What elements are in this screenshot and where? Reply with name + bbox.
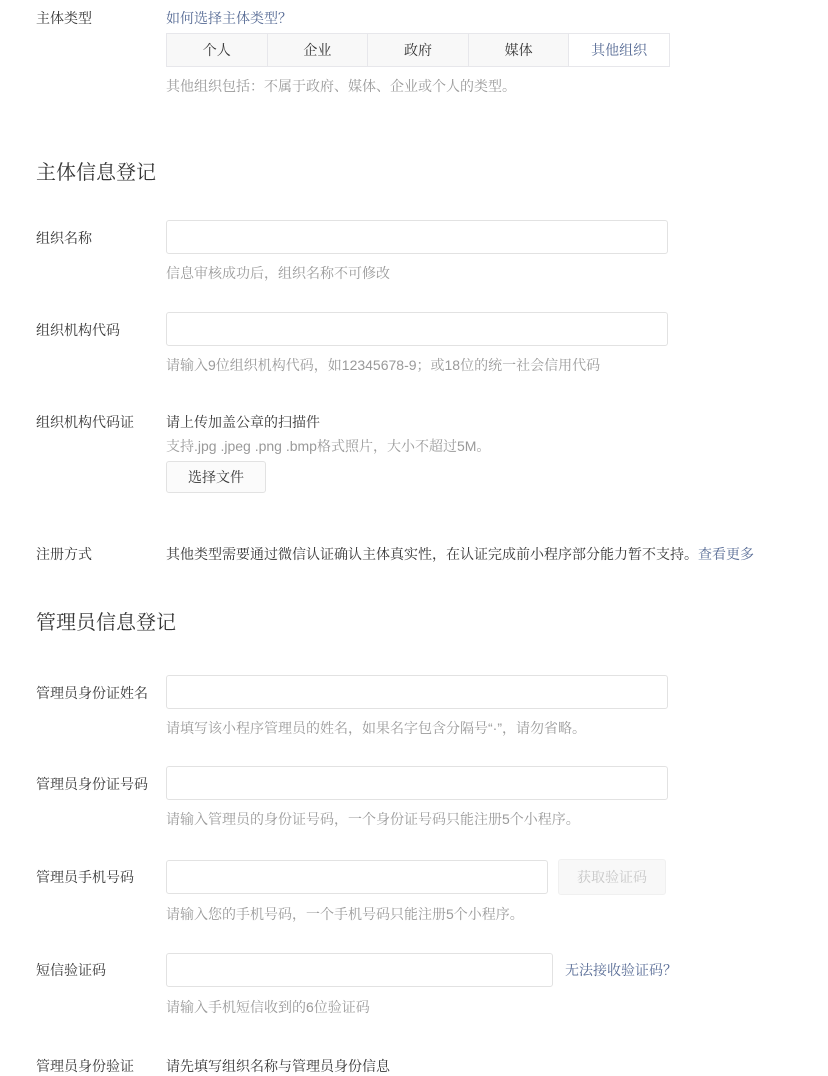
tab-government[interactable]: 政府 [368,34,469,66]
admin-name-label: 管理员身份证姓名 [36,685,148,701]
admin-identity-verify-label: 管理员身份验证 [36,1058,134,1074]
org-name-input[interactable] [166,220,668,254]
admin-phone-row [0,859,828,924]
admin-info-section-title: 管理员信息登记 [36,612,176,634]
org-cert-instruction: 请上传加盖公章的扫描件 [166,414,320,430]
subject-type-tabs [166,33,670,67]
registration-method-text [166,544,828,564]
cannot-receive-code-link[interactable]: 无法接收验证码？ [565,962,677,978]
tab-enterprise[interactable]: 企业 [268,34,369,66]
org-cert-format-note: 支持.jpg .jpeg .png .bmp格式照片，大小不超过5M。 [166,438,491,454]
org-cert-label: 组织机构代码证 [36,414,134,430]
subject-type-label: 主体类型 [36,10,92,26]
admin-identity-verify-row [0,1056,828,1076]
admin-name-helper: 请填写该小程序管理员的姓名，如果名字包含分隔号“·”，请勿省略。 [166,720,586,736]
admin-identity-verify-text: 请先填写组织名称与管理员身份信息 [166,1058,390,1074]
org-code-input[interactable] [166,312,668,346]
admin-phone-input[interactable] [166,860,548,894]
tab-personal[interactable]: 个人 [167,34,268,66]
subject-type-description: 其他组织包括：不属于政府、媒体、企业或个人的类型。 [166,78,516,94]
subject-info-section-title: 主体信息登记 [36,162,156,184]
subject-type-row [0,8,828,96]
sms-code-label: 短信验证码 [36,962,106,978]
sms-code-helper: 请输入手机短信收到的6位验证码 [166,999,370,1015]
admin-phone-label: 管理员手机号码 [36,869,134,885]
sms-code-input[interactable] [166,953,553,987]
get-verification-code-button[interactable]: 获取验证码 [558,859,666,895]
registration-method-description: 其他类型需要通过微信认证确认主体真实性，在认证完成前小程序部分能力暂不支持。 [166,546,698,562]
org-name-row [0,220,828,283]
org-code-label: 组织机构代码 [36,322,120,338]
sms-code-row [0,952,828,1017]
org-name-helper: 信息审核成功后，组织名称不可修改 [166,265,390,281]
org-name-label: 组织名称 [36,230,92,246]
admin-id-label: 管理员身份证号码 [36,776,148,792]
admin-id-input[interactable] [166,766,668,800]
registration-method-row [0,544,828,564]
tab-media[interactable]: 媒体 [469,34,570,66]
org-code-helper: 请输入9位组织机构代码，如12345678-9；或18位的统一社会信用代码 [166,357,601,373]
tab-other-organization[interactable]: 其他组织 [569,34,669,66]
choose-file-button[interactable]: 选择文件 [166,461,266,493]
admin-id-helper: 请输入管理员的身份证号码，一个身份证号码只能注册5个小程序。 [166,811,580,827]
registration-method-label: 注册方式 [36,546,92,562]
admin-id-row [0,766,828,829]
admin-name-input[interactable] [166,675,668,709]
admin-phone-helper: 请输入您的手机号码，一个手机号码只能注册5个小程序。 [166,906,524,922]
see-more-link[interactable]: 查看更多 [698,546,754,562]
org-cert-row [0,412,828,493]
org-code-row [0,312,828,375]
admin-name-row [0,675,828,738]
how-to-choose-type-link[interactable]: 如何选择主体类型？ [166,10,292,26]
